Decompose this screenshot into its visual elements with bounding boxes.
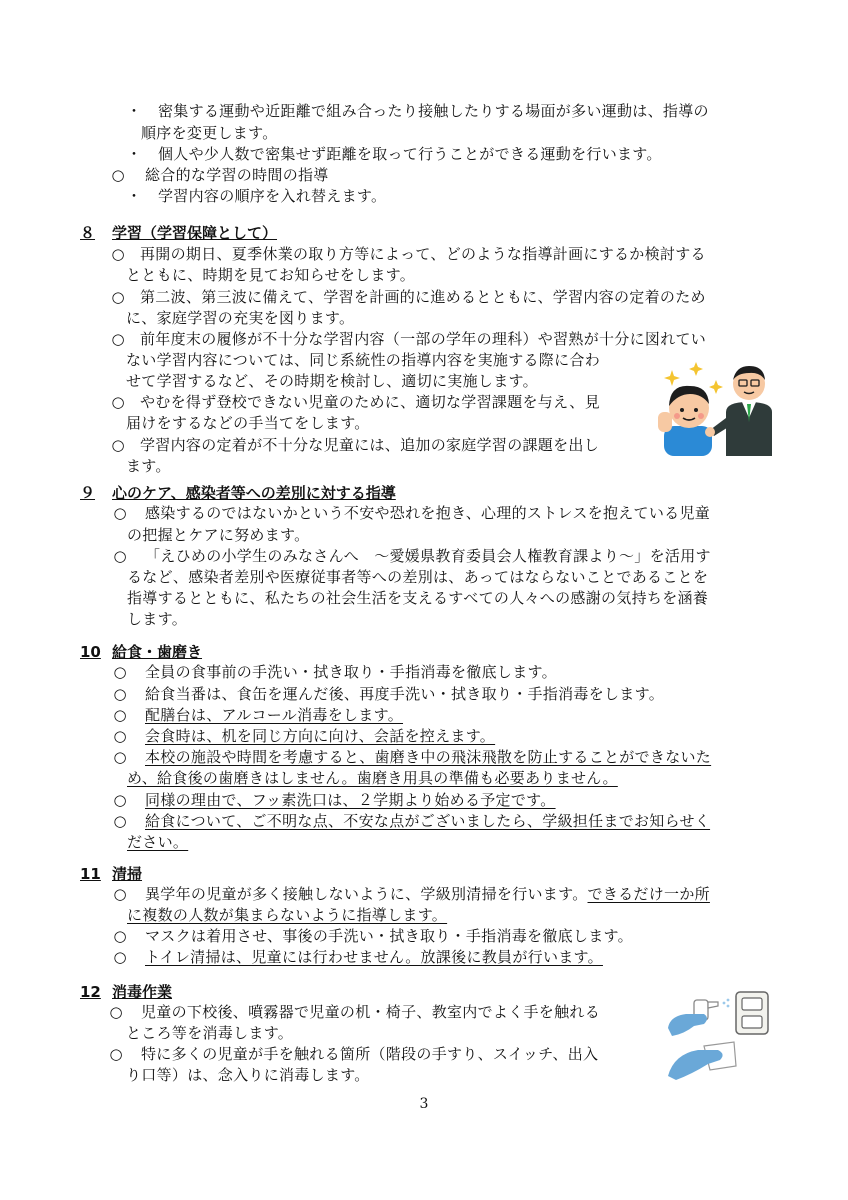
section-heading: 11 清掃: [80, 865, 143, 883]
teacher-student-illustration-icon: [652, 356, 778, 456]
spray-bottle-icon: [668, 999, 729, 1036]
section-heading: 12 消毒作業: [80, 983, 173, 1001]
page-number: 3: [419, 1096, 429, 1112]
light-switch-icon: [736, 992, 768, 1034]
disinfection-illustration-icon: [664, 984, 776, 1082]
section-heading: 10 給食・歯磨き: [80, 643, 203, 661]
child-figure: [658, 386, 712, 456]
document-page: ・ 密集する運動や近距離で組み合ったり接触したりする場面が多い運動は、指導の 順序を変更します。 ・ 個人や少人数で密集せず距離を取って行うことができる運動を行います。 ○ 総合的な学習の時間の指導 ・ 学習内容の順序を入れ替えます。 ８ 学習（学習保障として） ○ 再開の期日、夏季休業の取り方等によって、どのような指導計画にするか検討する とともに、時期を見てお知らせをします。 ○ 第二波、第三波に備えて、学習を計画的に進めるとともに、学習内容の定着のため に、家庭学習の充実を図ります。 ○ 前年度末の履修が不十分な学習内容（一部の学年の理科）や習熟が十分に図れてい ない学習内容については、同じ系統性の指導内容を実施する際に合わ せて学習するなど、その時期を検討し、適切に実施します。 ○ やむを得ず登校できない児童のために、適切な学習課題を与え、見 届けをするなどの手当てをします。 ○ 学習内容の定着が不十分な児童には、追加の家庭学習の課題を出し ます。 ９ 心のケア、感染者等への差別に対する指導 ○ 感染するのではないかという不安や恐れを抱き、心理的ストレスを抱えている児童 の把握とケアに努めます。 ○ 「えひめの小学生のみなさんへ ～愛媛県教育委員会人権教育課より～」を活用す るなど、感染者差別や医療従事者等への差別は、あってはならないことであることを 指導するとともに、私たちの社会生活を支えるすべての人々への感謝の気持ちを涵養 します。 10 給食・歯磨き ○ 全員の食事前の手洗い・拭き取り・手指消毒を徹底します。 ○ 給食当番は、食缶を運んだ後、再度手洗い・拭き取り・手指消毒をします。 ○ 配膳台は、アルコール消毒をします。 ○ 会食時は、机を同じ方向に向け、会話を控えます。 ○ 本校の施設や時間を考慮すると、歯磨き中の飛沫飛散を防止することができないた め、給食後の歯磨きはしません。歯磨き用具の準備も必要ありません。 ○ 同様の理由で、フッ素洗口は、２学期より始める予定です。 ○ 給食について、ご不明な点、不安な点がございましたら、学級担任までお知らせく ださい。 11 清掃 ○ 異学年の児童が多く接触しないように、学級別清掃を行います。できるだけ一か所 に複数の人数が集まらないように指導します。 ○ マスクは着用させ、事後の手洗い・拭き取り・手指消毒を徹底します。 ○ トイレ清掃は、児童には行わせません。放課後に教員が行います。 12 消毒作業 ○ 児童の下校後、噴霧器で児童の机・椅子、教室内でよく手を触れる ところ等を消毒します。 ○ 特に多くの児童が手を触れる箇所（階段の手すり、スイッチ、出入 り口等）は、念入りに消毒します。 3: [0, 0, 848, 1200]
teacher-figure: [705, 366, 772, 456]
section-heading: ９ 心のケア、感染者等への差別に対する指導: [80, 484, 396, 502]
wiping-glove-icon: [668, 1042, 736, 1080]
section-heading: ８ 学習（学習保障として）: [80, 224, 278, 242]
